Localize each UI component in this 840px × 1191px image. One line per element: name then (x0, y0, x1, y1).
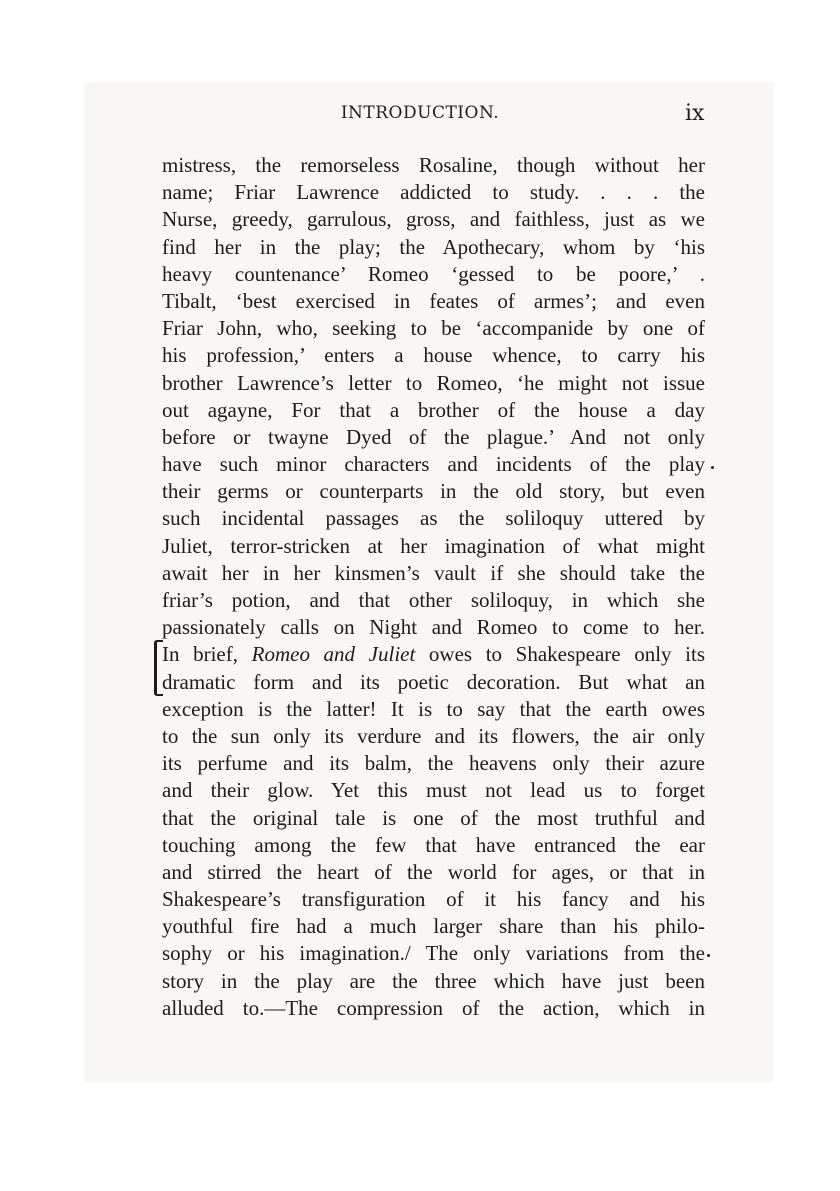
text-line: its perfume and its balm, the heavens only their azure (162, 751, 705, 776)
text-line: their germs or counterparts in the old story, but even (162, 479, 705, 504)
play-title-italic: Romeo and Juliet (251, 642, 416, 667)
text-line: Nurse, greedy, garrulous, gross, and faithless, just as we (162, 207, 705, 232)
text-line: to the sun only its verdure and its flowers, the air only (162, 723, 705, 748)
text-line: mistress, the remorseless Rosaline, though without her (162, 153, 705, 177)
text-line: name; Friar Lawrence addicted to study. . . . the (162, 180, 705, 205)
text-line: youthful fire had a much larger share than his philo- (162, 914, 705, 939)
text-line: before or twayne Dyed of the plague.’ And not only (162, 424, 705, 449)
text-line: Friar John, who, seeking to be ‘accompanide by one of (162, 316, 705, 341)
text-line: dramatic form and its poetic decoration. But what an (162, 669, 705, 694)
text-line: such incidental passages as the soliloquy uttered by (162, 506, 705, 531)
text-line: and their glow. Yet this must not lead us to forget (162, 778, 705, 803)
text-line: In brief, Romeo and Juliet owes to Shakespeare only its (162, 642, 705, 667)
text-line: heavy countenance’ Romeo ‘gessed to be poore,’ . (162, 261, 705, 286)
text-line: find her in the play; the Apothecary, whom by ‘his (162, 234, 705, 259)
text-line: and stirred the heart of the world for ages, or that in (162, 859, 705, 884)
text-line: out agayne, For that a brother of the house a day (162, 397, 705, 422)
text-line: sophy or his imagination./ The only variations from the (162, 941, 705, 966)
text-line: his profession,’ enters a house whence, to carry his (162, 343, 705, 368)
page-number: ix (685, 101, 705, 126)
text-line: Juliet, terror-stricken at her imagination of what might (162, 533, 705, 558)
margin-dot-mark (711, 466, 714, 469)
text-line: friar’s potion, and that other soliloquy, in which she (162, 588, 705, 612)
text-line: Tibalt, ‘best exercised in feates of armes’; and even (162, 288, 705, 313)
text-line: have such minor characters and incidents of the play (162, 452, 705, 477)
text-line: await her in her kinsmen’s vault if she should take the (162, 560, 705, 585)
text-line: exception is the latter! It is to say that the earth owes (162, 696, 705, 721)
text-line: that the original tale is one of the most truthful and (162, 805, 705, 830)
text-line: Shakespeare’s transfiguration of it his fancy and his (162, 887, 705, 912)
margin-dot-mark (707, 954, 710, 957)
text-line: story in the play are the three which have just been (162, 968, 705, 993)
text-line: touching among the few that have entranced the ear (162, 832, 705, 857)
text-line: alluded to.—The compression of the action, which in (162, 995, 705, 1020)
text-line: brother Lawrence’s letter to Romeo, ‘he might not issue (162, 370, 705, 395)
text-line: passionately calls on Night and Romeo to come to her. (162, 615, 705, 640)
body-text (162, 152, 705, 1022)
running-head: INTRODUCTION. (340, 103, 500, 123)
